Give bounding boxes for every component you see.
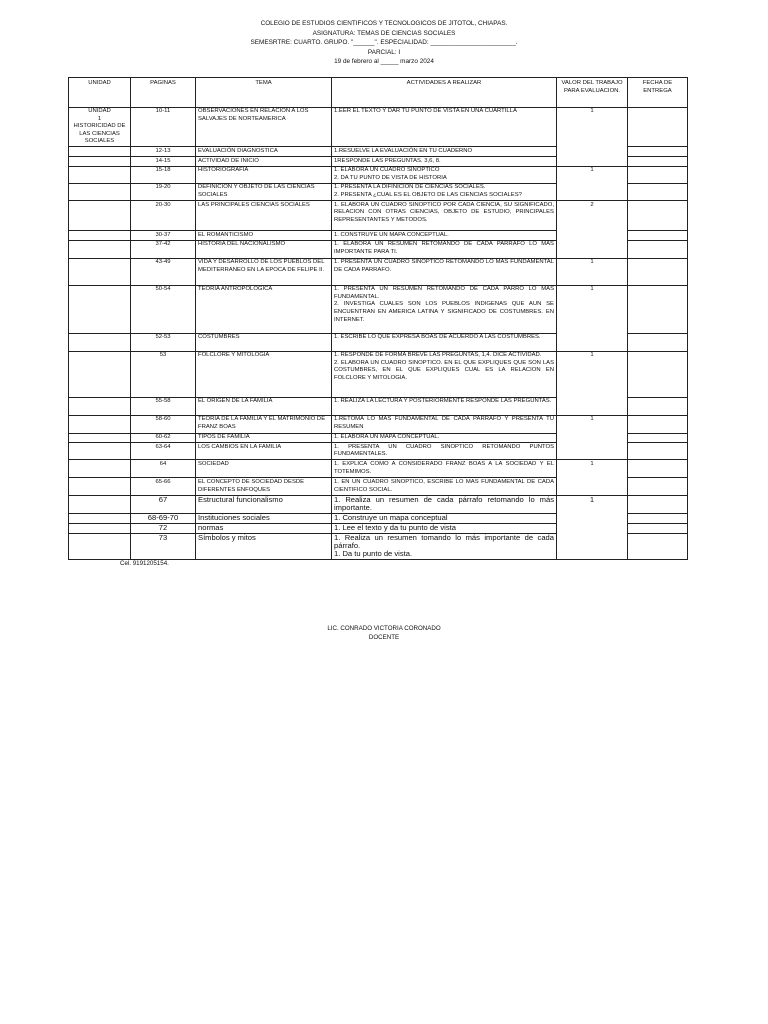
table-row [69,285,688,333]
unit-cell-empty [69,147,131,157]
activity-cell: 1. PRESENTA UN CUADRO SINOPTICO RETOMANDO LO MÁS FUNDAMENTAL DE CADA PARRAFO. [332,258,557,285]
activity-cell: 1. RESPONDE DE FORMA BREVE LAS PREGUNTAS, 1,4. DICE ACTIVIDAD. 2. ELABORA UN CUADRO SINOPTICO. EN EL QUE EXPLIQUES QUE SON LAS COSTUMBRES, EN EL QUE EXPLIQUES CUAL ES LA RELACION EN FOLCLORE Y MITOLOGIA. [332,351,557,397]
table-row [69,495,688,513]
pages-cell: 72 [131,523,196,533]
pages-cell: 67 [131,495,196,513]
partial-line: PARCIAL: I [367,48,401,56]
unit-cell-empty [69,460,131,478]
activity-cell: 1. Construye un mapa conceptual [332,513,557,523]
pages-cell: 14-15 [131,157,196,167]
pages-cell: 30-37 [131,231,196,241]
teacher-role: DOCENTE [368,634,400,641]
activity-cell: 1.RETOMA LO MAS FUNDAMENTAL DE CADA PARRAFO Y PRESENTA TU RESUMEN [332,415,557,433]
activity-cell: 1. ELABORA UN MAPA CONCEPTUAL. [332,433,557,443]
unit-cell [69,107,131,147]
value-cell: 1 [557,495,628,559]
due-date-cell [628,157,688,167]
document-header [0,19,768,67]
due-date-cell [628,147,688,157]
unit-cell-empty [69,495,131,513]
due-date-cell [628,533,688,559]
activity-cell: 1. EXPLICA COMO A CONSIDERADO FRANZ BOAS A LA SOCIEDAD Y EL TOTEMIMOS. [332,460,557,478]
activity-cell: 1. Lee el texto y da tu punto de vista [332,523,557,533]
due-date-cell [628,397,688,415]
unit-cell-empty [69,397,131,415]
value-cell: 1 [557,166,628,200]
table-row [69,166,688,183]
due-date-cell [628,415,688,433]
subject-line: ASIGNATURA: TEMAS DE CIENCIAS SOCIALES [312,29,456,37]
activity-cell: 1RESPONDE LAS PREGUNTAS. 3,6, 8. [332,157,557,167]
activity-cell: 1. EN UN CUADRO SINOPTICO, ESCRIBE LO MAS FUNDAMENTAL DE CADA CIENTIFICO SOCIAL. [332,478,557,495]
due-date-cell [628,443,688,460]
teacher-name: LIC. CONRADO VICTORIA CORONADO [327,625,441,632]
due-date-cell [628,258,688,285]
col-header-tema: TEMA [196,78,332,108]
col-header-valor: VALOR DEL TRABAJO PARA EVALUACION. [557,78,628,108]
topic-cell: HISTORIOGRAFÍA [196,166,332,183]
due-date-cell [628,523,688,533]
topic-cell: SOCIEDAD [196,460,332,478]
activity-cell: 1. REALIZA LA LECTURA Y POSTERIORMENTE RESPONDE LAS PREGUNTAS. [332,397,557,415]
value-cell: 1 [557,258,628,285]
activity-cell: 1. ELABORA UN CUADRO SINÓPTICO 2. DA TU PUNTO DE VISTA DE HISTORIA [332,166,557,183]
activity-cell: 1. Realiza un resumen tomando lo más importante de cada párrafo. 1. Da tu punto de vista. [332,533,557,559]
unit-cell-empty [69,183,131,200]
unit-cell-empty [69,240,131,258]
phone-number: Cel. 9191205154. [120,560,169,567]
activity-cell: 1. PRESENTA LA DIFINICION DE CIENCIAS SOCIALES. 2. PRESENTA ¿CUAL ES EL OBJETO DE LAS CIENCIAS SOCIALES? [332,183,557,200]
unit-cell-empty [69,166,131,183]
due-date-cell [628,166,688,183]
unit-cell-empty [69,231,131,241]
topic-cell: EL ROMANTICISMO [196,231,332,241]
table-header-row [69,78,688,108]
col-header-unidad: UNIDAD [69,78,131,108]
topic-cell: HISTORIA DEL NACIONALISMO [196,240,332,258]
topic-cell: COSTUMBRES [196,333,332,351]
pages-cell: 60-62 [131,433,196,443]
due-date-cell [628,433,688,443]
unit-cell-empty [69,333,131,351]
due-date-cell [628,351,688,397]
topic-cell: DEFINICION Y OBJETO DE LAS CIENCIAS SOCIALES [196,183,332,200]
pages-cell: 68-69-70 [131,513,196,523]
unit-cell-empty [69,258,131,285]
signature-block [0,624,768,642]
pages-cell: 50-54 [131,285,196,333]
pages-cell: 20-30 [131,201,196,231]
value-cell: 1 [557,285,628,351]
topic-cell: FOLCLORE Y MITOLOGIA [196,351,332,397]
activity-cell: 1. CONSTRUYE UN MAPA CONCEPTUAL. [332,231,557,241]
due-date-cell [628,231,688,241]
topic-cell: Símbolos y mitos [196,533,332,559]
col-header-actividades: ACTIVIDADES A REALIZAR [332,78,557,108]
topic-cell: VIDA Y DESARROLLO DE LOS PUEBLOS DEL MEDITERRANEO EN LA EPOCA DE FELIPE II. [196,258,332,285]
due-date-cell [628,201,688,231]
unit-cell-empty [69,478,131,495]
topic-cell: TIPOS DE FAMILIA [196,433,332,443]
unit-name: HISTORICIDAD DE LAS CIENCIAS SOCIALES [73,123,126,145]
due-date-cell [628,333,688,351]
pages-cell: 10-11 [131,107,196,147]
topic-cell: normas [196,523,332,533]
date-range: 19 de febrero al _____ marzo 2024 [334,58,434,66]
topic-cell: Instituciones sociales [196,513,332,523]
school-name: COLEGIO DE ESTUDIOS CIENTIFICOS Y TECNOLOGICOS DE JITOTOL, CHIAPAS. [260,20,508,27]
unit-cell-empty [69,415,131,433]
table-row [69,201,688,231]
due-date-cell [628,495,688,513]
table-row [69,351,688,397]
pages-cell: 53 [131,351,196,397]
due-date-cell [628,285,688,333]
topic-cell: OBSERVACIONES EN RELACIÓN A LOS SALVAJES DE NORTEAMERICA [196,107,332,147]
due-date-cell [628,460,688,478]
unit-cell-empty [69,523,131,533]
unit-cell-empty [69,433,131,443]
topic-cell: LOS CAMBIOS EN LA FAMILIA [196,443,332,460]
table-row [69,258,688,285]
pages-cell: 58-60 [131,415,196,433]
pages-cell: 63-64 [131,443,196,460]
topic-cell: TEORIA DE LA FAMILIA Y EL MATRIMONIO DE FRANZ BOAS [196,415,332,433]
topic-cell: EL CONCEPTO DE SOCIEDAD DESDE DIFERENTES ENFOQUES [196,478,332,495]
due-date-cell [628,183,688,200]
pages-cell: 19-20 [131,183,196,200]
due-date-cell [628,240,688,258]
topic-cell: LAS PRINCIPALES CIENCIAS SOCIALES [196,201,332,231]
unit-cell-empty [69,533,131,559]
col-header-fecha: FECHA DE ENTREGA [628,78,688,108]
value-cell: 1 [557,415,628,460]
due-date-cell [628,107,688,147]
table-row [69,460,688,478]
unit-cell-empty [69,513,131,523]
table-row [69,107,688,147]
activity-cell: 1. PRESENTA UN CUADRO SINOPTICO RETOMANDO PUNTOS FUNDAMENTALES. [332,443,557,460]
topic-cell: EVALUACIÓN DIAGNOSTICA [196,147,332,157]
activity-cell: 1. PRESENTA UN RESUMEN RETOMANDO DE CADA PARRO LO MÁS FUNDAMENTAL. 2. INVESTIGA CUALES SON LOS PUEBLOS INDIGENAS QUE AUN SE ENCUENTRAN EN AMERICA LATINA Y SIGNIFICADO DE COSTUMBRES. EN INTERNET. [332,285,557,333]
due-date-cell [628,513,688,523]
topic-cell: TEORIA ANTROPOLOGICA [196,285,332,333]
activity-cell: 1.EER EL TEXTO Y DAR TU PUNTO DE VISTA EN UNA CUARTILLA [332,107,557,147]
pages-cell: 37-42 [131,240,196,258]
pages-cell: 12-13 [131,147,196,157]
table-row [69,415,688,433]
value-cell: 1 [557,460,628,495]
unit-cell-empty [69,443,131,460]
pages-cell: 43-49 [131,258,196,285]
activities-table [68,77,688,560]
topic-cell: EL ORIGEN DE LA FAMILIA [196,397,332,415]
pages-cell: 15-18 [131,166,196,183]
activity-cell: 1. ELABORA UN CUADRO SINOPTICO POR CADA CIENCIA, SU SIGNIFICADO, RELACION CON OTRAS CIENCIAS, OBJETO DE ESTUDIO, PRINCIPALES REPRESENTANTES Y METODOS. [332,201,557,231]
activity-cell: 1. Realiza un resumen de cada párrafo retomando lo más importante. [332,495,557,513]
pages-cell: 64 [131,460,196,478]
unit-cell-empty [69,351,131,397]
unit-cell-empty [69,285,131,333]
topic-cell: Estructural funcionalismo [196,495,332,513]
activity-cell: 1. ESCRIBE LO QUE EXPRESA BOAS DE ACUERDO A LAS COSTUMBRES. [332,333,557,351]
semester-line: SEMESRTRE: CUARTO. GRUPO. "______". ESPECIALIDAD: ________________________. [250,39,518,47]
activity-cell: 1.RESUELVE LA EVALUACIÓN EN TU CUADERNO [332,147,557,157]
unit-cell-empty [69,157,131,167]
pages-cell: 65-66 [131,478,196,495]
activity-cell: 1. ELABORA UN RESUMEN RETOMANDO DE CADA PARRAFO LO MÁS IMPORTANTE PARA TI. [332,240,557,258]
pages-cell: 52-53 [131,333,196,351]
pages-cell: 55-58 [131,397,196,415]
unit-number: UNIDAD 1 [88,108,111,122]
value-cell: 2 [557,201,628,259]
topic-cell: ACTIVIDAD DE INICIO [196,157,332,167]
value-cell: 1 [557,351,628,415]
due-date-cell [628,478,688,495]
pages-cell: 73 [131,533,196,559]
unit-cell-empty [69,201,131,231]
value-cell: 1 [557,107,628,166]
col-header-paginas: PAGINAS [131,78,196,108]
